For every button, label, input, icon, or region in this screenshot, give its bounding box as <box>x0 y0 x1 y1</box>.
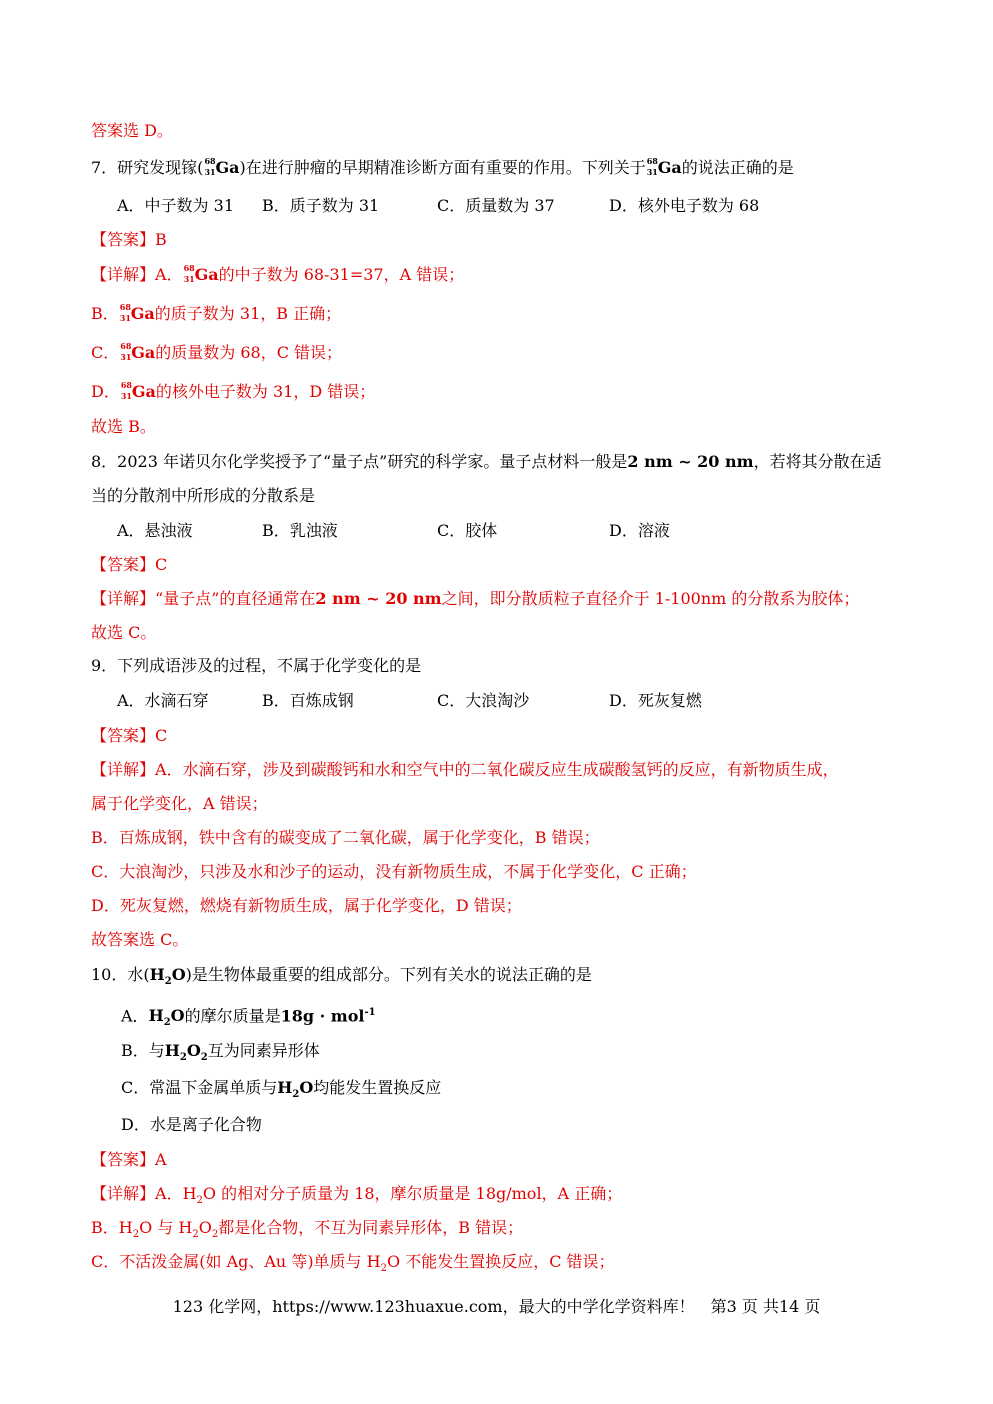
q7-option-d: D．核外电子数为 68 <box>609 196 760 215</box>
q9-answer: 【答案】C <box>91 726 168 745</box>
q10-option-b: B．与$H_2O_2$互为同素异形体 <box>121 1041 320 1064</box>
q8-option-a: A．悬浊液 <box>117 521 193 540</box>
q9-detail-2: 属于化学变化，A 错误； <box>91 794 268 813</box>
q9-detail-3: B．百炼成钢，铁中含有的碳变成了二氧化碳，属于化学变化，B 错误； <box>91 828 600 847</box>
q7-option-a: A．中子数为 31 <box>117 196 235 215</box>
q7-detail-3: C． 68 31 Ga的质量数为 68，C 错误； <box>91 341 343 362</box>
q7-answer: 【答案】B <box>91 230 167 249</box>
q9-option-b: B．百炼成钢 <box>262 691 354 710</box>
isotope-ga: 68 31 <box>204 156 216 177</box>
q8-option-d: D．溶液 <box>609 521 670 540</box>
isotope-ga: 68 31 <box>646 156 658 177</box>
q10-option-a: A．$H_2O$的摩尔质量是18g · mol$^{-1}$ <box>121 1006 376 1029</box>
q9-stem: 9．下列成语涉及的过程，不属于化学变化的是 <box>91 656 422 675</box>
q10-option-c: C．常温下金属单质与$H_2O$均能发生置换反应 <box>121 1078 442 1101</box>
q7-detail-4: D． 68 31 Ga的核外电子数为 31，D 错误； <box>91 380 376 401</box>
q9-detail-4: C．大浪淘沙，只涉及水和沙子的运动，没有新物质生成，不属于化学变化，C 正确； <box>91 862 697 881</box>
q8-stem-1: 8．2023 年诺贝尔化学奖授予了“量子点”研究的科学家。量子点材料一般是2 nm ~ 20 nm，若将其分散在适 <box>91 452 882 471</box>
q9-conclusion: 故答案选 C。 <box>91 930 189 949</box>
q9-option-a: A．水滴石穿 <box>117 691 209 710</box>
q7-stem: 7．研究发现镓( 68 31 Ga)在进行肿瘤的早期精准诊断方面有重要的作用。下列关于 68 31 Ga的说法正确的是 <box>91 156 794 177</box>
page-footer: 123 化学网，https://www.123huaxue.com，最大的中学化学资料库！ 第3 页 共14 页 <box>172 1297 821 1316</box>
q10-option-d: D．水是离子化合物 <box>121 1115 262 1134</box>
q9-detail-5: D．死灰复燃，燃烧有新物质生成，属于化学变化，D 错误； <box>91 896 522 915</box>
q10-detail-2: B．$H_2O$ 与 $H_2O_2$都是化合物，不互为同素异形体，B 错误； <box>91 1218 524 1241</box>
q9-option-c: C．大浪淘沙 <box>437 691 530 710</box>
q10-answer: 【答案】A <box>91 1150 167 1169</box>
q8-stem-2: 当的分散剂中所形成的分散系是 <box>91 486 316 505</box>
q10-stem: 10．水$(H_2O)$是生物体最重要的组成部分。下列有关水的说法正确的是 <box>91 965 592 988</box>
q7-detail-2: B． 68 31 Ga的质子数为 31，B 正确； <box>91 302 342 323</box>
q10-detail-3: C．不活泼金属(如 Ag、Au 等)单质与 $H_2O$ 不能发生置换反应，C 错误； <box>91 1252 615 1275</box>
q8-answer: 【答案】C <box>91 555 168 574</box>
q8-option-c: C．胶体 <box>437 521 498 540</box>
q7-option-c: C．质量数为 37 <box>437 196 555 215</box>
q7-option-b: B．质子数为 31 <box>262 196 380 215</box>
q9-option-d: D．死灰复燃 <box>609 691 702 710</box>
q9-detail-1: 【详解】A．水滴石穿，涉及到碳酸钙和水和空气中的二氧化碳反应生成碳酸氢钙的反应，有新物质生成， <box>91 760 839 779</box>
q8-conclusion: 故选 C。 <box>91 623 157 642</box>
q10-detail-1: 【详解】A．$H_2O$ 的相对分子质量为 18，摩尔质量是 18g/mol，A 正确； <box>91 1184 623 1207</box>
q8-detail: 【详解】“量子点”的直径通常在2 nm ~ 20 nm之间，即分散质粒子直径介于 1-100nm 的分散系为胶体； <box>91 589 860 608</box>
q8-option-b: B．乳浊液 <box>262 521 338 540</box>
q7-detail-1: 【详解】A． 68 31 Ga的中子数为 68-31=37，A 错误； <box>91 263 465 284</box>
q6-conclusion: 答案选 D。 <box>91 121 173 140</box>
q7-conclusion: 故选 B。 <box>91 417 156 436</box>
